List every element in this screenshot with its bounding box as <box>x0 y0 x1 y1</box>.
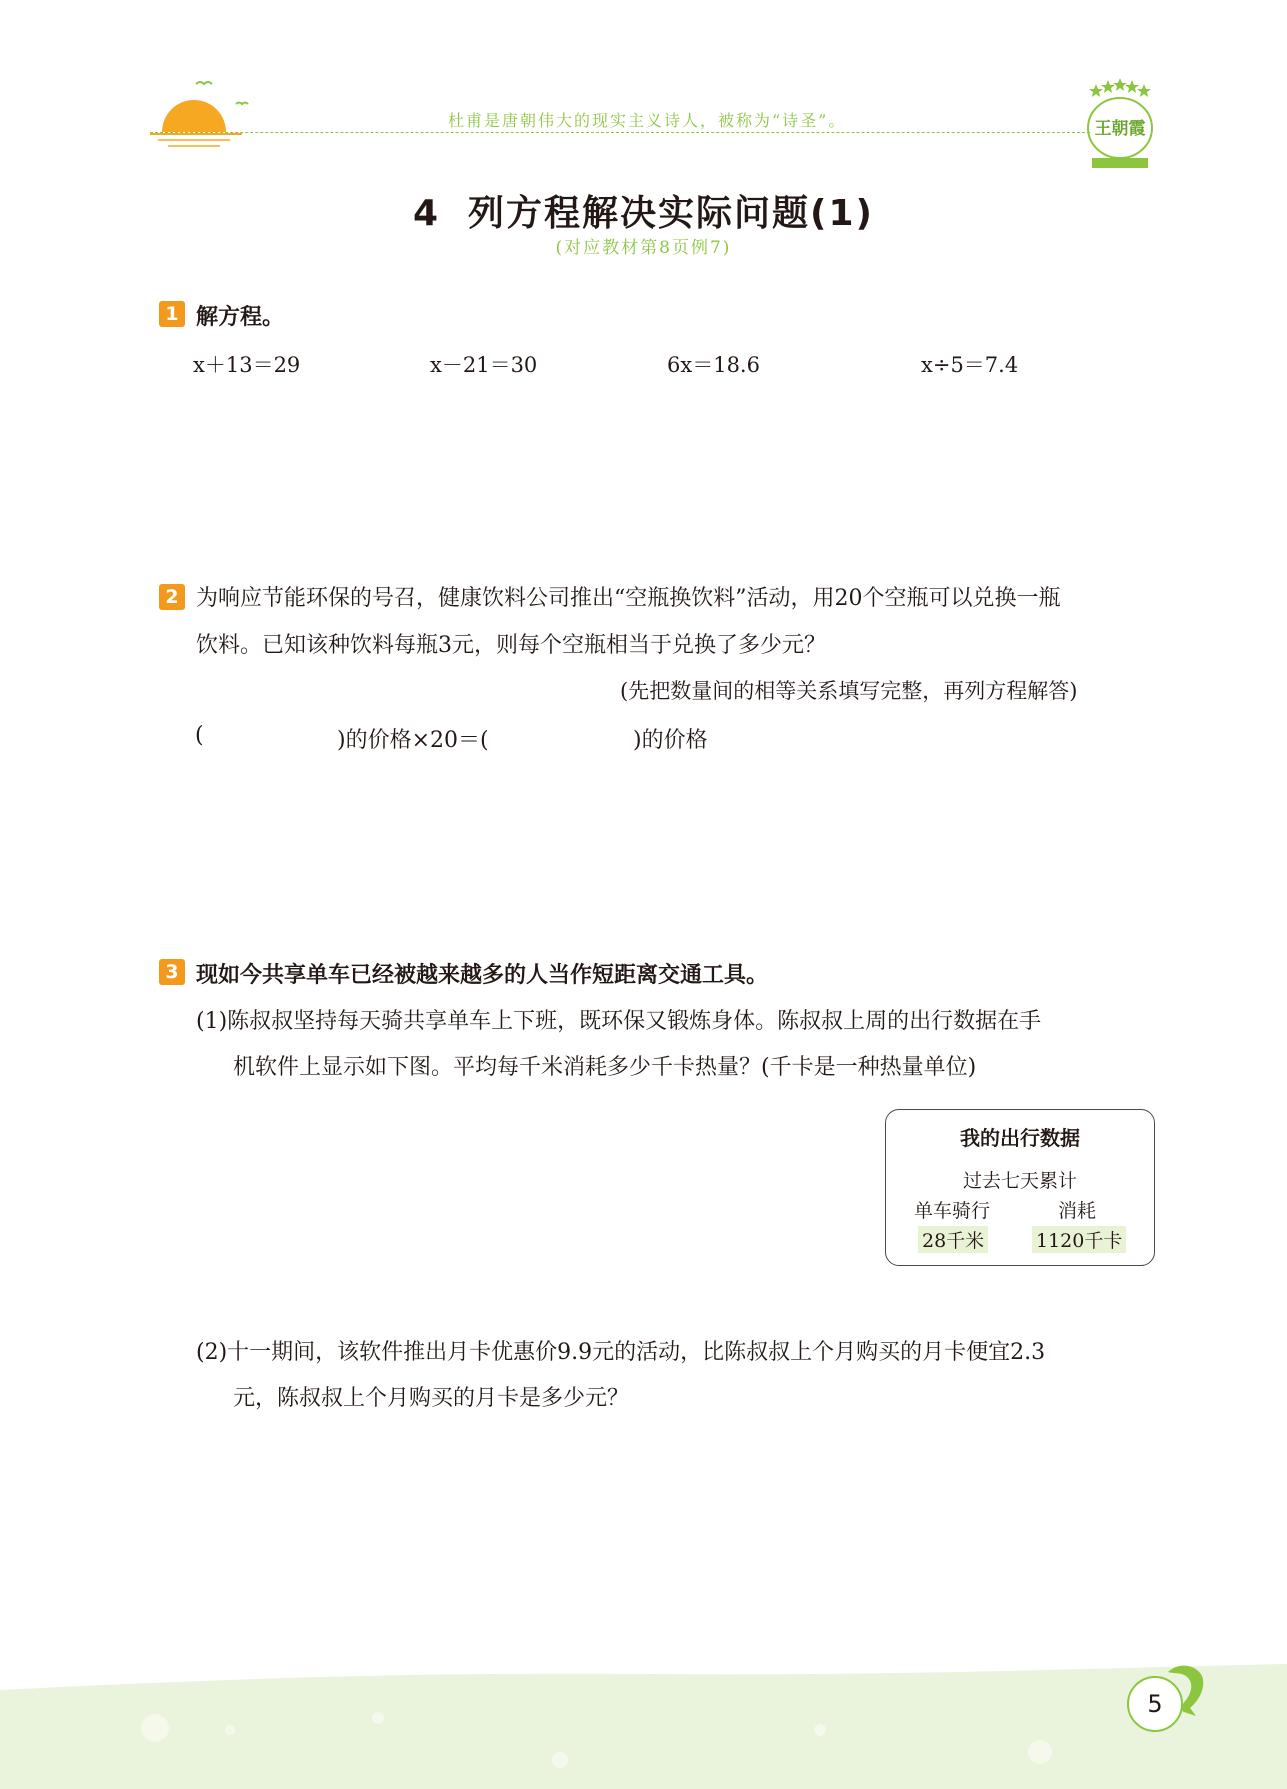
card-period: 过去七天累计 <box>962 1170 1077 1192</box>
page-title <box>0 185 1287 236</box>
relation-middle: )的价格×20＝( <box>337 728 489 753</box>
question-3-1-line-2: 机软件上显示如下图。平均每千米消耗多少千卡热量？(千卡是一种热量单位) <box>233 1055 977 1080</box>
lesson-title: 列方程解决实际问题(1) <box>468 193 875 234</box>
lesson-number: 4 <box>412 193 441 234</box>
travel-data-card <box>885 1109 1155 1266</box>
question-3-badge: 3 <box>159 959 185 985</box>
card-value-consume: 1120千卡 <box>1032 1226 1126 1253</box>
question-3-1-line-1: (1)陈叔叔坚持每天骑共享单车上下班，既环保又锻炼身体。陈叔叔上周的出行数据在手 <box>196 1009 1042 1034</box>
equation-4: x÷5＝7.4 <box>921 353 1019 377</box>
question-1-badge: 1 <box>159 301 185 327</box>
card-label-consume: 消耗 <box>1058 1200 1097 1222</box>
equation-3: 6x＝18.6 <box>667 353 760 377</box>
question-3-2-line-2: 元，陈叔叔上个月购买的月卡是多少元？ <box>233 1386 630 1411</box>
equation-2: x－21＝30 <box>430 353 538 377</box>
question-2-hint: (先把数量间的相等关系填写完整，再列方程解答) <box>620 679 1078 703</box>
card-label-ride: 单车骑行 <box>914 1200 991 1222</box>
relation-end: )的价格 <box>633 728 708 753</box>
card-title: 我的出行数据 <box>960 1126 1080 1150</box>
question-2-line-1: 为响应节能环保的号召，健康饮料公司推出“空瓶换饮料”活动，用20个空瓶可以兑换一瓶 <box>196 586 1061 611</box>
question-2-line-2: 饮料。已知该种饮料每瓶3元，则每个空瓶相当于兑换了多少元？ <box>196 633 826 658</box>
page-number: 5 <box>1127 1676 1183 1732</box>
relation-open-1: ( <box>195 723 204 748</box>
question-3-heading: 现如今共享单车已经被越来越多的人当作短距离交通工具。 <box>196 963 769 988</box>
brand-logo <box>1082 76 1158 172</box>
question-3-2-line-1: (2)十一期间，该软件推出月卡优惠价9.9元的活动，比陈叔叔上个月购买的月卡便宜2.3 <box>196 1340 1046 1365</box>
brand-name: 王朝霞 <box>1094 119 1146 139</box>
sunset-logo <box>150 70 260 154</box>
question-1-heading: 解方程。 <box>196 305 285 330</box>
header-divider <box>150 132 1090 133</box>
question-2-badge: 2 <box>159 584 185 610</box>
equation-1: x＋13＝29 <box>193 353 301 377</box>
footer-background <box>0 1660 1287 1789</box>
header-quote: 杜甫是唐朝伟大的现实主义诗人，被称为“诗圣”。 <box>448 111 847 130</box>
card-value-ride: 28千米 <box>918 1226 988 1253</box>
page-subtitle: (对应教材第8页例7) <box>555 238 732 258</box>
